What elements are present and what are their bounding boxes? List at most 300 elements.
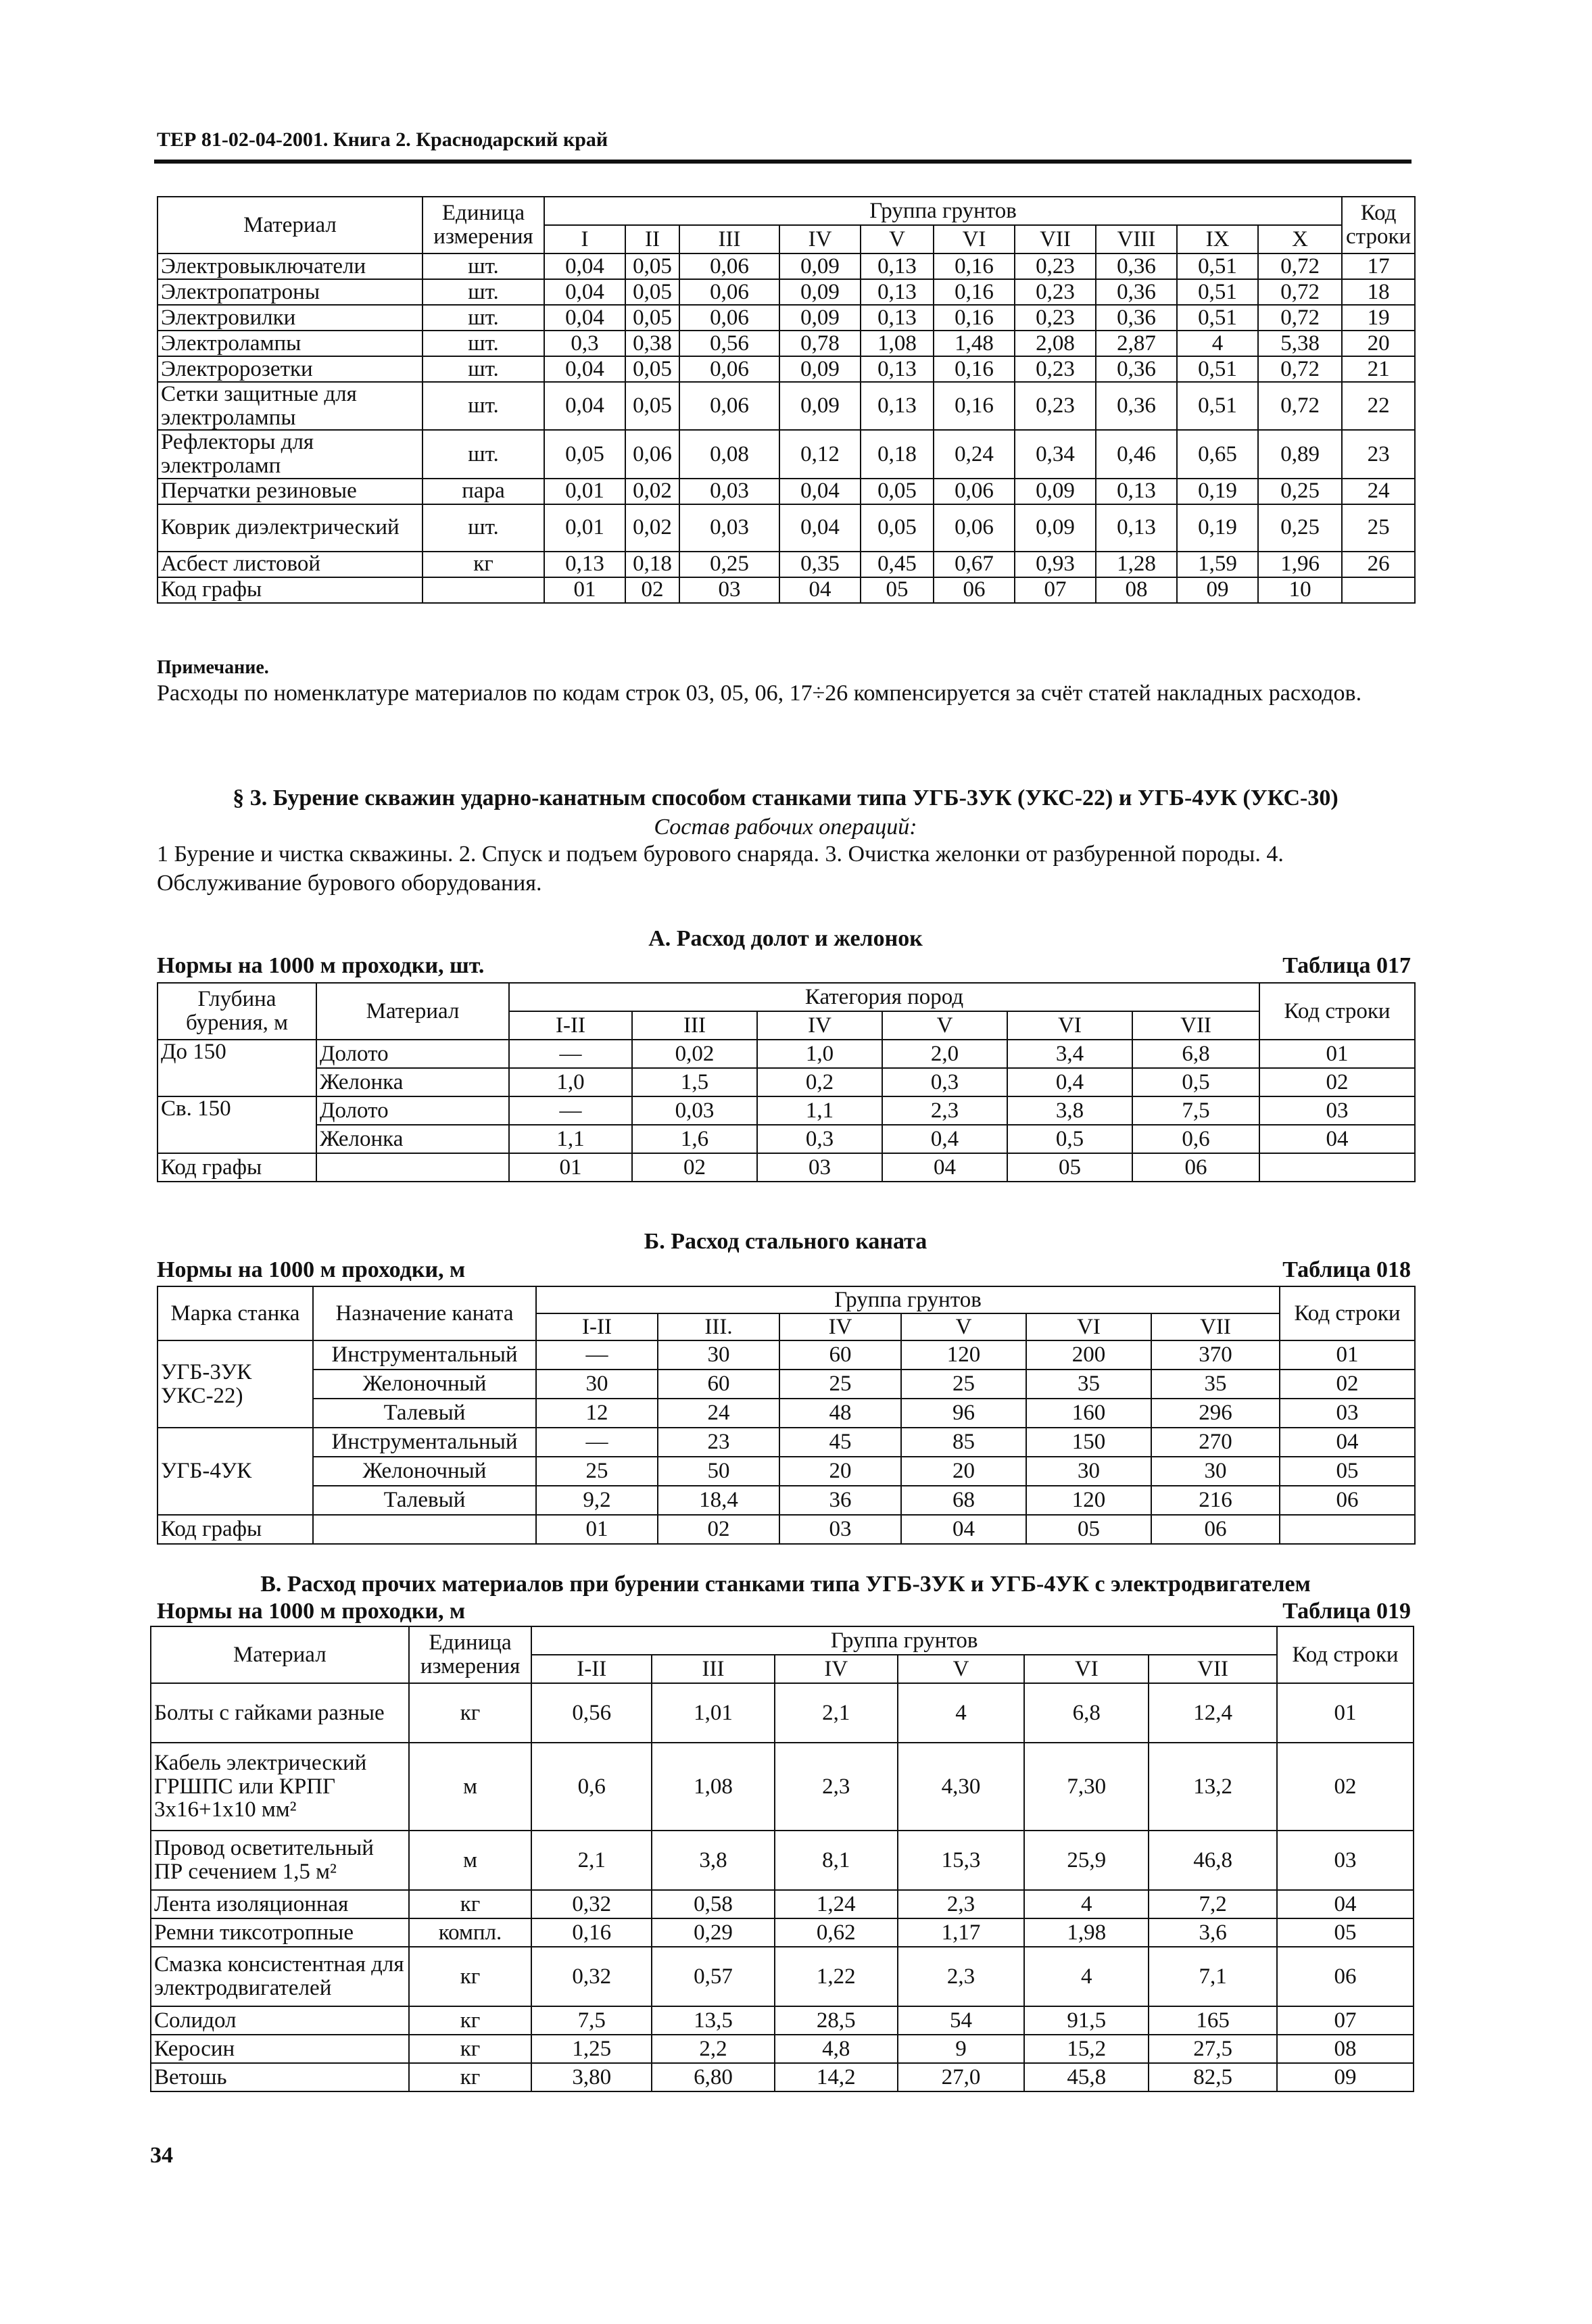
rope-purpose: Желоночный [313, 1457, 536, 1486]
table-row [158, 1096, 1415, 1125]
value-cell: 1,1 [509, 1125, 632, 1153]
value-cell: 20 [779, 1457, 901, 1486]
col-header-depth: Глубина бурения, м [158, 983, 316, 1040]
value-cell: 0,13 [861, 356, 934, 382]
value-cell: 0,13 [861, 253, 934, 279]
table-019 [150, 1626, 1414, 2092]
value-cell: 27,0 [898, 2063, 1025, 2091]
value-cell: 0,06 [934, 479, 1015, 504]
value-cell: 0,51 [1177, 382, 1258, 430]
value-cell: 1,6 [632, 1125, 757, 1153]
row-code: 20 [1342, 331, 1415, 356]
unit-cell: кг [409, 2063, 532, 2091]
row-code: 06 [1280, 1486, 1415, 1515]
material-name: Рефлекторы для электроламп [158, 430, 423, 478]
group-header-cell: IV [775, 1655, 898, 1683]
value-cell: 0,93 [1015, 552, 1096, 577]
material-name: Болты с гайками разные [151, 1683, 409, 1743]
col-header-code: Код строки [1280, 1286, 1415, 1340]
col-header-material: Материал [151, 1626, 409, 1683]
value-cell: 82,5 [1149, 2063, 1277, 2091]
table-row [158, 1340, 1415, 1370]
value-cell: 30 [658, 1340, 779, 1370]
group-header-cell: VI [934, 225, 1015, 253]
value-cell: 0,01 [544, 504, 625, 552]
machine-brand: УГБ-4УК [158, 1428, 313, 1515]
footer-label: Код графы [158, 577, 423, 603]
value-cell: 1,24 [775, 1890, 898, 1918]
group-header-cell: III. [658, 1313, 779, 1340]
column-code: 05 [1007, 1153, 1132, 1182]
value-cell: 0,23 [1015, 356, 1096, 382]
value-cell: 0,58 [652, 1890, 775, 1918]
value-cell: 0,01 [544, 479, 625, 504]
value-cell: 0,05 [625, 356, 679, 382]
table-row [158, 253, 1415, 279]
value-cell: 120 [901, 1340, 1026, 1370]
material-name: Коврик диэлектрический [158, 504, 423, 552]
column-code: 01 [509, 1153, 632, 1182]
table-row [158, 382, 1415, 430]
value-cell: 3,8 [652, 1831, 775, 1890]
value-cell: 0,13 [861, 305, 934, 331]
footer-row [158, 1515, 1415, 1544]
table-019-caption: В. Расход прочих материалов при бурении станками типа УГБ-3УК и УГБ-4УК с электродвигателем [260, 1572, 1311, 1597]
value-cell: 0,89 [1258, 430, 1342, 478]
value-cell: 0,16 [934, 305, 1015, 331]
column-code: 03 [779, 1515, 901, 1544]
col-header-code: Код строки [1259, 983, 1415, 1040]
value-cell: — [509, 1040, 632, 1068]
column-code: 01 [536, 1515, 658, 1544]
column-code: 06 [1151, 1515, 1280, 1544]
value-cell: 0,06 [679, 253, 779, 279]
value-cell: 0,03 [679, 479, 779, 504]
value-cell: 0,25 [1258, 504, 1342, 552]
value-cell: 0,05 [544, 430, 625, 478]
column-code: 04 [901, 1515, 1026, 1544]
value-cell: 0,25 [1258, 479, 1342, 504]
value-cell: 0,02 [632, 1040, 757, 1068]
empty-cell [1342, 577, 1415, 603]
unit-cell: шт. [423, 382, 544, 430]
value-cell: 54 [898, 2006, 1025, 2035]
value-cell: 4 [1177, 331, 1258, 356]
column-code: 05 [1026, 1515, 1151, 1544]
group-header-cell: I [544, 225, 625, 253]
col-header-code: Код строки [1342, 197, 1415, 253]
value-cell: 13,2 [1149, 1743, 1277, 1831]
value-cell: 0,62 [775, 1918, 898, 1947]
table-019-number: Таблица 019 [1282, 1599, 1411, 1624]
value-cell: — [536, 1428, 658, 1457]
value-cell: 7,30 [1024, 1743, 1149, 1831]
row-code: 17 [1342, 253, 1415, 279]
col-header-unit: Единица измерения [409, 1626, 532, 1683]
value-cell: 0,02 [625, 479, 679, 504]
value-cell: 0,23 [1015, 305, 1096, 331]
unit-cell: кг [409, 1683, 532, 1743]
table-row [158, 1068, 1415, 1096]
value-cell: 0,09 [1015, 504, 1096, 552]
group-header-cell: I-II [531, 1655, 652, 1683]
row-code: 01 [1259, 1040, 1415, 1068]
group-header-cell: VII [1149, 1655, 1277, 1683]
table-018 [157, 1286, 1416, 1545]
value-cell: 28,5 [775, 2006, 898, 2035]
value-cell: 0,36 [1096, 356, 1177, 382]
value-cell: 0,04 [779, 479, 861, 504]
value-cell: 7,2 [1149, 1890, 1277, 1918]
machine-brand: УГБ-3УК УКС-22) [158, 1340, 313, 1428]
footer-label: Код графы [158, 1515, 313, 1544]
unit-cell: кг [409, 1947, 532, 2006]
value-cell: 160 [1026, 1399, 1151, 1428]
value-cell: 0,05 [625, 279, 679, 305]
value-cell: 0,56 [531, 1683, 652, 1743]
table-row [158, 1399, 1415, 1428]
value-cell: 0,38 [625, 331, 679, 356]
value-cell: 0,4 [1007, 1068, 1132, 1096]
row-code: 26 [1342, 552, 1415, 577]
value-cell: 1,22 [775, 1947, 898, 2006]
value-cell: 30 [536, 1370, 658, 1399]
value-cell: 0,03 [632, 1096, 757, 1125]
value-cell: 0,65 [1177, 430, 1258, 478]
material-name: Долото [316, 1096, 509, 1125]
row-code: 05 [1280, 1457, 1415, 1486]
depth-cell: До 150 [158, 1040, 316, 1096]
table-017 [157, 982, 1416, 1182]
value-cell: 0,16 [531, 1918, 652, 1947]
unit-cell: м [409, 1831, 532, 1890]
row-code: 18 [1342, 279, 1415, 305]
value-cell: 30 [1151, 1457, 1280, 1486]
value-cell: 0,04 [544, 382, 625, 430]
table-019-norm: Нормы на 1000 м проходки, м [157, 1599, 466, 1624]
value-cell: 0,36 [1096, 279, 1177, 305]
value-cell: 3,6 [1149, 1918, 1277, 1947]
row-code: 07 [1277, 2006, 1414, 2035]
value-cell: 4 [1024, 1890, 1149, 1918]
value-cell: 0,04 [779, 504, 861, 552]
value-cell: 20 [901, 1457, 1026, 1486]
value-cell: 0,04 [544, 305, 625, 331]
value-cell: 1,08 [861, 331, 934, 356]
unit-cell: кг [423, 552, 544, 577]
group-header-cell: V [882, 1011, 1007, 1040]
column-code: 03 [679, 577, 779, 603]
value-cell: 2,3 [882, 1096, 1007, 1125]
table-row [158, 1486, 1415, 1515]
value-cell: 14,2 [775, 2063, 898, 2091]
value-cell: 0,06 [679, 356, 779, 382]
value-cell: 4 [1024, 1947, 1149, 2006]
value-cell: 30 [1026, 1457, 1151, 1486]
value-cell: 0,57 [652, 1947, 775, 2006]
material-name: Электророзетки [158, 356, 423, 382]
material-name: Электролампы [158, 331, 423, 356]
group-header-cell: IV [779, 225, 861, 253]
value-cell: 0,6 [1132, 1125, 1259, 1153]
empty-cell [313, 1515, 536, 1544]
group-header-cell: V [861, 225, 934, 253]
empty-cell [316, 1153, 509, 1182]
column-code: 07 [1015, 577, 1096, 603]
value-cell: 1,01 [652, 1683, 775, 1743]
value-cell: 0,3 [757, 1125, 882, 1153]
group-header-cell: IV [757, 1011, 882, 1040]
value-cell: 0,09 [779, 253, 861, 279]
table-row [158, 279, 1415, 305]
value-cell: 0,23 [1015, 382, 1096, 430]
unit-cell: шт. [423, 504, 544, 552]
value-cell: 0,5 [1007, 1125, 1132, 1153]
unit-cell: шт. [423, 356, 544, 382]
note-block [157, 656, 1414, 708]
value-cell: 50 [658, 1457, 779, 1486]
value-cell: 0,18 [625, 552, 679, 577]
empty-cell [1280, 1515, 1415, 1544]
value-cell: 0,04 [544, 253, 625, 279]
table-017-caption: А. Расход долот и желонок [648, 926, 923, 951]
value-cell: — [536, 1340, 658, 1370]
value-cell: 0,2 [757, 1068, 882, 1096]
row-code: 03 [1259, 1096, 1415, 1125]
value-cell: — [509, 1096, 632, 1125]
row-code: 19 [1342, 305, 1415, 331]
col-header-soil-group: Группа грунтов [531, 1626, 1277, 1655]
value-cell: 216 [1151, 1486, 1280, 1515]
row-code: 22 [1342, 382, 1415, 430]
value-cell: 2,3 [898, 1947, 1025, 2006]
value-cell: 91,5 [1024, 2006, 1149, 2035]
value-cell: 96 [901, 1399, 1026, 1428]
group-header-cell: IV [779, 1313, 901, 1340]
material-name: Кабель электрический ГРШПС или КРПГ 3х16+1х10 мм² [151, 1743, 409, 1831]
unit-cell: кг [409, 2006, 532, 2035]
group-header-cell: VII [1132, 1011, 1259, 1040]
table-row [158, 504, 1415, 552]
table-018-number: Таблица 018 [1282, 1257, 1411, 1282]
value-cell: 25 [901, 1370, 1026, 1399]
footer-label: Код графы [158, 1153, 316, 1182]
value-cell: 2,3 [775, 1743, 898, 1831]
value-cell: 6,80 [652, 2063, 775, 2091]
group-header-cell: VI [1026, 1313, 1151, 1340]
unit-cell: м [409, 1743, 532, 1831]
value-cell: 0,36 [1096, 382, 1177, 430]
note-text: Расходы по номенклатуре материалов по кодам строк 03, 05, 06, 17÷26 компенсируется за счёт статей накладных расходов. [157, 681, 1362, 706]
value-cell: 0,05 [861, 504, 934, 552]
material-name: Электровилки [158, 305, 423, 331]
value-cell: 25 [536, 1457, 658, 1486]
value-cell: 60 [779, 1340, 901, 1370]
value-cell: 4,30 [898, 1743, 1025, 1831]
row-code: 04 [1280, 1428, 1415, 1457]
value-cell: 8,1 [775, 1831, 898, 1890]
unit-cell: шт. [423, 279, 544, 305]
row-code: 24 [1342, 479, 1415, 504]
value-cell: 1,0 [509, 1068, 632, 1096]
value-cell: 5,38 [1258, 331, 1342, 356]
value-cell: 0,25 [679, 552, 779, 577]
material-name: Лента изоляционная [151, 1890, 409, 1918]
value-cell: 0,04 [544, 279, 625, 305]
value-cell: 0,09 [779, 356, 861, 382]
section-subtitle: Состав рабочих операций: [654, 815, 917, 840]
section-operations: 1 Бурение и чистка скважины. 2. Спуск и подъем бурового снаряда. 3. Очистка желонки от разбуренной породы. 4. Обслуживание бурового оборудования. [157, 842, 1284, 896]
table-row [151, 2063, 1414, 2091]
row-code: 06 [1277, 1947, 1414, 2006]
value-cell: 0,02 [625, 504, 679, 552]
group-header-cell: III [652, 1655, 775, 1683]
value-cell: 0,13 [861, 382, 934, 430]
group-header-cell: X [1258, 225, 1342, 253]
value-cell: 0,09 [1015, 479, 1096, 504]
table-row [158, 331, 1415, 356]
value-cell: 0,05 [861, 479, 934, 504]
rope-purpose: Талевый [313, 1486, 536, 1515]
table-row [151, 2035, 1414, 2063]
value-cell: 0,36 [1096, 305, 1177, 331]
depth-cell: Св. 150 [158, 1096, 316, 1153]
value-cell: 9,2 [536, 1486, 658, 1515]
value-cell: 0,06 [934, 504, 1015, 552]
table-row [158, 1457, 1415, 1486]
col-header-soil-group: Группа грунтов [544, 197, 1342, 225]
value-cell: 0,05 [625, 382, 679, 430]
group-header-cell: VIII [1096, 225, 1177, 253]
value-cell: 0,56 [679, 331, 779, 356]
material-name: Долото [316, 1040, 509, 1068]
row-code: 04 [1259, 1125, 1415, 1153]
value-cell: 1,08 [652, 1743, 775, 1831]
value-cell: 0,24 [934, 430, 1015, 478]
value-cell: 35 [1151, 1370, 1280, 1399]
row-code: 05 [1277, 1918, 1414, 1947]
value-cell: 165 [1149, 2006, 1277, 2035]
value-cell: 0,67 [934, 552, 1015, 577]
material-name: Электропатроны [158, 279, 423, 305]
value-cell: 0,06 [679, 279, 779, 305]
value-cell: 2,1 [531, 1831, 652, 1890]
value-cell: 0,13 [1096, 504, 1177, 552]
value-cell: 0,16 [934, 253, 1015, 279]
value-cell: 0,72 [1258, 253, 1342, 279]
row-code: 03 [1280, 1399, 1415, 1428]
value-cell: 0,51 [1177, 305, 1258, 331]
materials-table [157, 196, 1416, 604]
group-header-cell: V [898, 1655, 1025, 1683]
row-code: 04 [1277, 1890, 1414, 1918]
value-cell: 24 [658, 1399, 779, 1428]
column-code: 05 [861, 577, 934, 603]
material-name: Сетки защитные для электролампы [158, 382, 423, 430]
table-row [151, 1918, 1414, 1947]
group-header-cell: IX [1177, 225, 1258, 253]
value-cell: 0,5 [1132, 1068, 1259, 1096]
table-row [158, 479, 1415, 504]
value-cell: 0,16 [934, 356, 1015, 382]
row-code: 03 [1277, 1831, 1414, 1890]
unit-cell: компл. [409, 1918, 532, 1947]
table-row [158, 552, 1415, 577]
page-header-title: ТЕР 81-02-04-2001. Книга 2. Краснодарский край [157, 128, 608, 151]
value-cell: 0,13 [544, 552, 625, 577]
column-code: 03 [757, 1153, 882, 1182]
value-cell: 0,32 [531, 1947, 652, 2006]
value-cell: 6,8 [1024, 1683, 1149, 1743]
value-cell: 1,5 [632, 1068, 757, 1096]
value-cell: 25,9 [1024, 1831, 1149, 1890]
column-code: 08 [1096, 577, 1177, 603]
rope-purpose: Талевый [313, 1399, 536, 1428]
row-code: 02 [1280, 1370, 1415, 1399]
unit-cell: шт. [423, 253, 544, 279]
material-name: Солидол [151, 2006, 409, 2035]
value-cell: 7,5 [1132, 1096, 1259, 1125]
material-name: Керосин [151, 2035, 409, 2063]
value-cell: 0,45 [861, 552, 934, 577]
unit-cell: кг [409, 2035, 532, 2063]
value-cell: 270 [1151, 1428, 1280, 1457]
group-header-cell: III [679, 225, 779, 253]
value-cell: 2,2 [652, 2035, 775, 2063]
value-cell: 0,19 [1177, 504, 1258, 552]
value-cell: 68 [901, 1486, 1026, 1515]
col-header-material: Материал [158, 197, 423, 253]
value-cell: 0,06 [679, 382, 779, 430]
value-cell: 0,4 [882, 1125, 1007, 1153]
row-code: 01 [1280, 1340, 1415, 1370]
value-cell: 0,16 [934, 382, 1015, 430]
col-header-material: Материал [316, 983, 509, 1040]
value-cell: 0,09 [779, 279, 861, 305]
page-number: 34 [150, 2143, 173, 2168]
table-row [158, 430, 1415, 478]
value-cell: 1,28 [1096, 552, 1177, 577]
value-cell: 25 [779, 1370, 901, 1399]
value-cell: 0,08 [679, 430, 779, 478]
row-code: 02 [1259, 1068, 1415, 1096]
col-header-brand: Марка станка [158, 1286, 313, 1340]
col-header-soil-group: Группа грунтов [536, 1286, 1280, 1313]
value-cell: 0,35 [779, 552, 861, 577]
column-code: 04 [882, 1153, 1007, 1182]
value-cell: 0,13 [1096, 479, 1177, 504]
value-cell: 0,03 [679, 504, 779, 552]
value-cell: 0,34 [1015, 430, 1096, 478]
table-row [158, 1125, 1415, 1153]
group-header-cell: II [625, 225, 679, 253]
value-cell: 0,36 [1096, 253, 1177, 279]
col-header-unit: Единица измерения [423, 197, 544, 253]
value-cell: 35 [1026, 1370, 1151, 1399]
rope-purpose: Инструментальный [313, 1340, 536, 1370]
value-cell: 3,4 [1007, 1040, 1132, 1068]
value-cell: 1,1 [757, 1096, 882, 1125]
value-cell: 12 [536, 1399, 658, 1428]
value-cell: 2,87 [1096, 331, 1177, 356]
footer-row [158, 577, 1415, 603]
row-code: 25 [1342, 504, 1415, 552]
unit-cell: пара [423, 479, 544, 504]
value-cell: 15,2 [1024, 2035, 1149, 2063]
value-cell: 0,19 [1177, 479, 1258, 504]
empty-cell [1259, 1153, 1415, 1182]
value-cell: 0,09 [779, 382, 861, 430]
